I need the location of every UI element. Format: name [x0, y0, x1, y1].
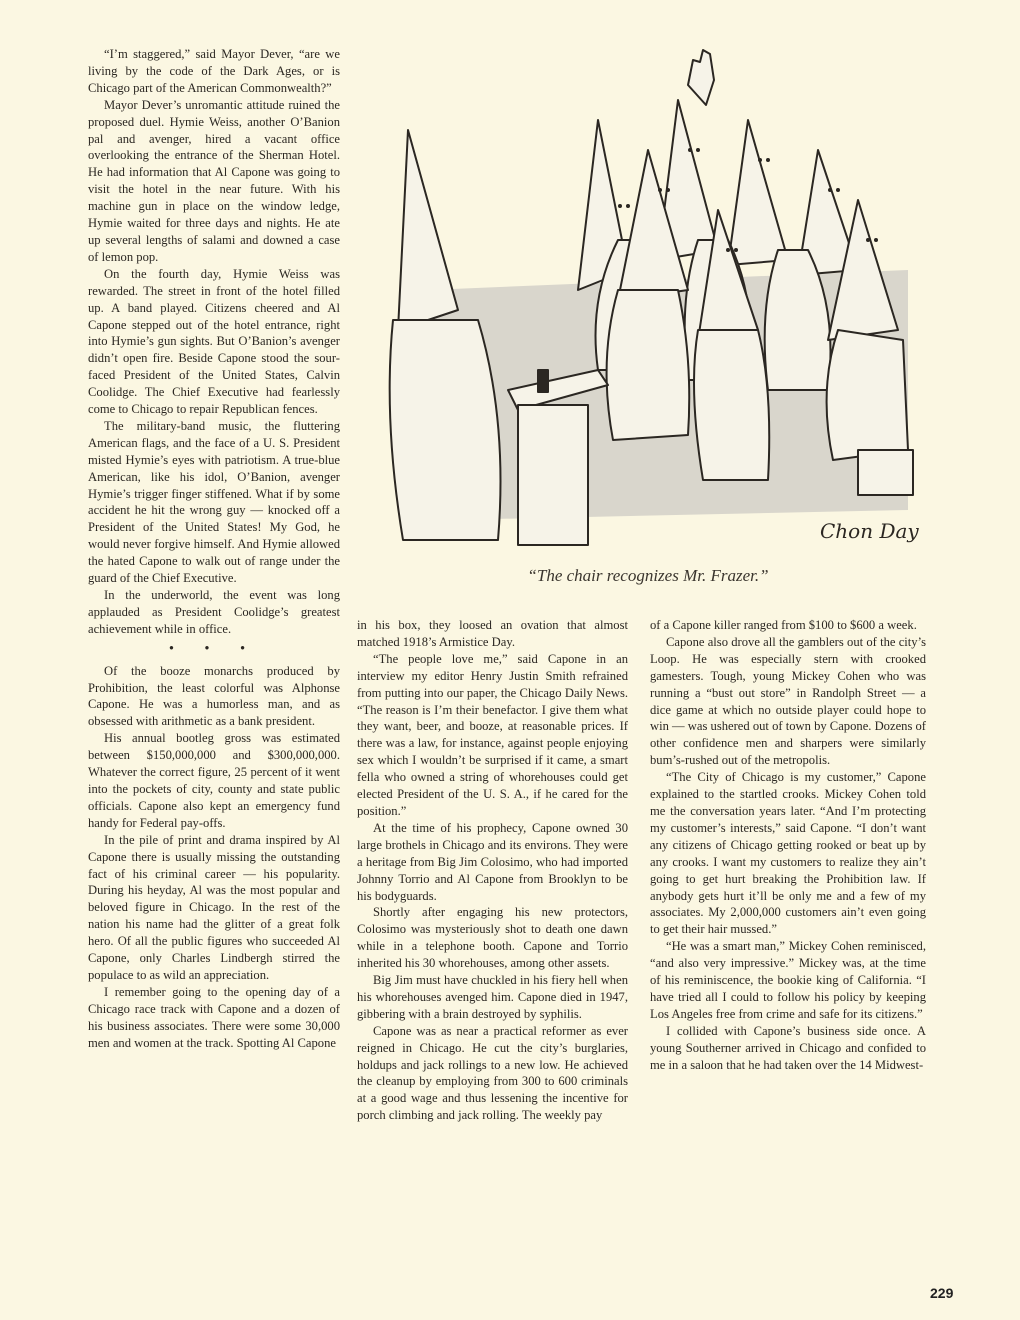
paragraph: The military-band music, the fluttering American flags, and the face of a U. S. President misted Hymie’s eyes with patriotism. A true-blue American, like his idol, O’Banion, avenger Hymie’s trigger finger stiffened. What if by some accident he hit the wrong guy — knocked off a President of the United States! My God, he would never forgive himself. And Hymie allowed the hated Capone to walk out of range under the guard of the Chief Executive.	[88, 418, 340, 586]
paragraph: Shortly after engaging his new protectors, Colosimo was mysteriously shot to death one dawn while in a telephone booth. Capone and Torrio inherited his 30 whorehouses, among other assets.	[357, 905, 628, 971]
cartoon-caption: “The chair recognizes Mr. Frazer.”	[527, 566, 769, 585]
paragraph: “The people love me,” said Capone in an interview my editor Henry Justin Smith refrained from putting into our paper, the Chicago Daily News. “The reason is I’m their benefactor. I give them what they want, beer, and booze, at reasonable prices. If there was a law, for instance, against people enjoying sex which I wouldn’t be surprised if it came, a smart fella who owned a string of whorehouses could get elected President of the U. S. A., if he cared for the position.”	[357, 651, 628, 818]
klan-meeting-drawing	[388, 40, 928, 560]
text-column-3	[650, 617, 926, 1073]
paragraph: Mayor Dever’s unromantic attitude ruined the proposed duel. Hymie Weiss, another O’Banion pal and avenger, hired a vacant office overlooking the entrance of the Sherman Hotel. He had information that Al Capone was going to visit the hotel in the near future. With his machine gun in place on the window ledge, Hymie waited for three days and nights. He ate up several lengths of salami and downed a case of lemon pop.	[88, 97, 340, 264]
paragraph: Capone also drove all the gamblers out of the city’s Loop. He was especially stern with crooked gamesters. Tough, young Mickey Cohen who was running a “bust out store” in Randolph Street — a dice game at which no outside player could hope to win — was ushered out of town by Capone. Dozens of other confidence men and sharpers were similarly bum’s-rushed out of the metropolis.	[650, 634, 926, 768]
cartoonist-signature: Chon Day	[820, 519, 919, 543]
paragraph: Big Jim must have chuckled in his fiery hell when his whorehouses avenged him. Capone died in 1947, gibbering with a brain destroyed by syphilis.	[357, 973, 628, 1021]
paragraph: At the time of his prophecy, Capone owned 30 large brothels in Chicago and its environs. They were a heritage from Big Jim Colosimo, who had imported Johnny Torrio and Al Capone from Brooklyn to be his bodyguards.	[357, 820, 628, 903]
paragraph: Capone was as near a practical reformer as ever reigned in Chicago. He cut the city’s burglaries, holdups and jack rollings to a new low. He achieved the cleanup by employing from 300 to 600 criminals at a good wage and thus lessening the incentive for porch climbing and jack rolling. The weekly pay	[357, 1023, 628, 1123]
paragraph: “He was a smart man,” Mickey Cohen reminisced, “and also very impressive.” Mickey was, at the time of his reminiscence, the bookie king of California. “I have tried all I could to follow his policy by keeping Los Angeles free from crime and safe for its citizens.”	[650, 939, 926, 1021]
text-column-2	[357, 617, 628, 1124]
paragraph: I collided with Capone’s business side once. A young Southerner arrived in Chicago and confided to me in a saloon that he had taken over the 14 Midwest-	[650, 1023, 926, 1072]
paragraph: On the fourth day, Hymie Weiss was rewarded. The street in front of the hotel filled up. A band played. Citizens cheered and Al Capone stepped out of the hotel entrance, right into Hymie’s gun sights. But O’Banion’s avenger didn’t open fire. Beside Capone stood the sour-faced President of the United States, Calvin Coolidge. The Chief Executive had fearlessly come to Chicago to repair Republican fences.	[88, 266, 340, 417]
section-break: • • •	[169, 640, 259, 655]
text-column-1	[88, 46, 340, 1051]
cartoon-illustration	[388, 40, 928, 560]
paragraph: “The City of Chicago is my customer,” Capone explained to the startled crooks. Mickey Cohen told me the conversation years later. “And I’m protecting my customer’s interests,” said Capone. “I don’t want any citizens of Chicago getting rooked or beat up by any crooks. I want my customers to realize they ain’t going to get hurt breaking the Prohibition law. If anybody gets hurt it’ll be only me and a few of my associates. My 2,000,000 customers ain’t even going to get their hair mussed.”	[650, 770, 926, 937]
paragraph: in his box, they loosed an ovation that almost matched 1918’s Armistice Day.	[357, 618, 628, 649]
paragraph: Of the booze monarchs produced by Prohibition, the least colorful was Alphonse Capone. He was a humorless man, and as obsessed with arithmetic as a bank president.	[88, 663, 340, 729]
paragraph: In the pile of print and drama inspired by Al Capone there is usually missing the outstanding fact of his criminal career — his popularity. During his heyday, Al was the most popular and beloved figure in Chicago. In the rest of the nation his name had the glitter of a great folk hero. Of all the public figures who succeeded Al Capone, only Charles Lindbergh stirred the populace to as wild an appreciation.	[88, 832, 340, 982]
paragraph: In the underworld, the event was long applauded as President Coolidge’s greatest achievement while in office.	[88, 588, 340, 636]
page-number: 229	[930, 1285, 954, 1301]
paragraph: “I’m staggered,” said Mayor Dever, “are we living by the code of the Dark Ages, or is Chicago part of the American Commonwealth?”	[88, 47, 340, 95]
paragraph: His annual bootleg gross was estimated between $150,000,000 and $300,000,000. Whatever the correct figure, 25 percent of it went into the pockets of city, county and state public officials. Capone also kept an emergency fund handy for Federal pay-offs.	[88, 731, 340, 830]
paragraph: I remember going to the opening day of a Chicago race track with Capone and a dozen of his business associates. There were some 30,000 men and women at the track. Spotting Al Capone	[88, 984, 340, 1050]
paragraph: of a Capone killer ranged from $100 to $600 a week.	[650, 618, 917, 632]
